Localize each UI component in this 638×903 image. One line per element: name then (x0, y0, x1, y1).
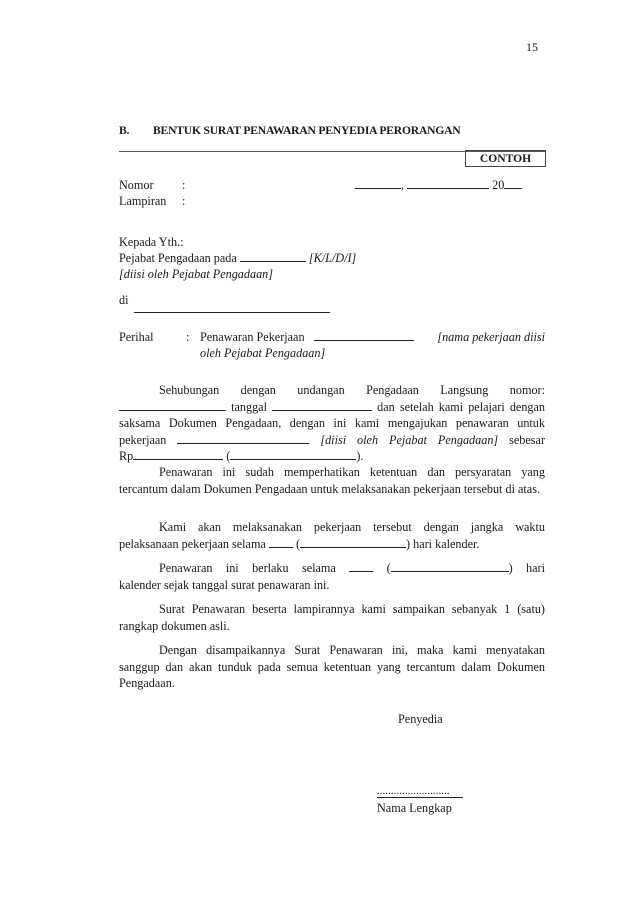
p4-line-2: kalender sejak tanggal surat penawaran ini. (119, 577, 330, 592)
p3-hari-kalender: ) hari kalender. (406, 536, 480, 551)
pejabat-text: Pejabat Pengadaan pada (119, 251, 237, 265)
p5-text: Surat Penawaran beserta lampirannya kami sampaikan sebanyak 1 (satu) rangkap dokumen asli. (119, 602, 545, 633)
p4-hari: ) hari (508, 561, 545, 575)
kepada-yth: Kepada Yth.: (119, 235, 184, 249)
year-prefix: 20 (492, 178, 505, 192)
p1-line-3: saksama Dokumen Pengadaan, dengan ini kami mengajukan penawaran untuk (119, 416, 545, 430)
p2-text: Penawaran ini sudah memperhatikan ketentuan dan persyaratan yang tercantum dalam Dokumen Pengadaan untuk melaksanakan pekerjaan tersebut di atas. (119, 465, 545, 496)
lampiran-label: Lampiran (119, 194, 167, 208)
p1-tanggal: tanggal (231, 399, 267, 414)
rp-blank (133, 448, 223, 460)
address-blank (134, 312, 330, 313)
kldi-note: [K/L/D/I] (308, 251, 357, 265)
paragraph-6 (119, 642, 545, 692)
perihal-text: Penawaran Pekerjaan (200, 330, 305, 344)
perihal-note-1: [nama pekerjaan diisi (437, 330, 545, 344)
date-line (355, 177, 522, 194)
perihal-line-1 (200, 329, 545, 346)
p3-selama: pelaksanaan pekerjaan selama (119, 536, 266, 551)
nomor-colon: : (182, 178, 186, 192)
p6-text: Dengan disampaikannya Surat Penawaran ini, maka kami menyatakan sanggup dan akan tunduk pada semua ketentuan yang tercantum dalam Dokumen Pengadaan. (119, 643, 545, 690)
year-blank (504, 177, 522, 189)
place-blank (355, 177, 401, 189)
jangka-terbilang-blank (300, 536, 406, 548)
page-number: 15 (526, 40, 538, 54)
p1-after-tanggal: dan setelah kami pelajari dengan (377, 399, 546, 414)
p3-open-paren: ( (295, 536, 301, 551)
pekerjaan-blank (177, 432, 309, 444)
p1-open-paren: ( (226, 449, 231, 463)
jangka-waktu-blank (269, 536, 293, 548)
date-blank (407, 177, 489, 189)
di-label: di (119, 293, 129, 307)
lampiran-colon: : (182, 194, 186, 208)
berlaku-terbilang-blank (391, 560, 509, 572)
date-separator: , (401, 178, 405, 192)
nomor-undangan-blank (119, 399, 226, 411)
perihal-blank (314, 329, 414, 341)
paragraph-4 (119, 560, 545, 593)
penyedia-label: Penyedia (398, 712, 443, 726)
section-title: BENTUK SURAT PENAWARAN PENYEDIA PERORANGAN (153, 124, 461, 137)
p1-close-paren: ). (356, 449, 364, 463)
pejabat-line (119, 250, 356, 267)
p1-diisi-note: [diisi oleh Pejabat Pengadaan] (320, 432, 499, 447)
perihal-colon: : (186, 330, 190, 344)
paragraph-3 (119, 519, 545, 552)
paragraph-1 (119, 382, 545, 465)
terbilang-blank (230, 448, 356, 460)
p3-line-1: Kami akan melaksanakan pekerjaan tersebut dengan jangka waktu (159, 520, 545, 534)
section-letter: B. (119, 124, 130, 137)
paragraph-5 (119, 601, 545, 634)
pejabat-blank (240, 250, 306, 262)
p1-line-1: Sehubungan dengan undangan Pengadaan Langsung nomor: (159, 383, 545, 397)
p1-sebesar: sebesar (509, 432, 546, 447)
p4-open-paren: ( (386, 561, 391, 575)
diisi-note: [diisi oleh Pejabat Pengadaan] (119, 267, 274, 281)
berlaku-blank (349, 560, 373, 572)
p1-pekerjaan: pekerjaan (119, 432, 167, 447)
p1-rp: Rp (119, 449, 134, 463)
nomor-label: Nomor (119, 178, 154, 192)
perihal-note-2: oleh Pejabat Pengadaan] (200, 346, 326, 360)
p4-berlaku: Penawaran ini berlaku selama (159, 561, 336, 575)
signature-dots: .......................... (377, 786, 450, 797)
contoh-stamp: CONTOH (465, 150, 546, 167)
perihal-label: Perihal (119, 330, 154, 344)
signature-line (377, 797, 463, 798)
paragraph-2 (119, 464, 545, 497)
nama-lengkap: Nama Lengkap (377, 801, 452, 815)
tanggal-blank (272, 399, 372, 411)
